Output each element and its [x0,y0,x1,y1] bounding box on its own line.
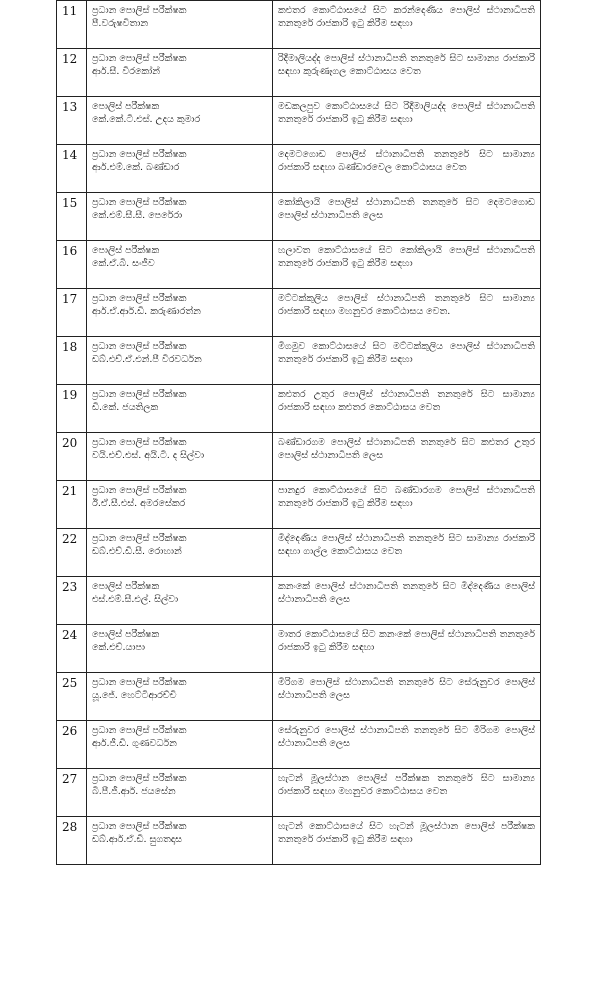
row-number: 27 [57,769,87,817]
officer-rank: ප්‍රධාන පොලිස් පරීක්ෂක [92,5,187,16]
row-number: 19 [57,385,87,433]
table-row [57,193,541,241]
officer-cell [87,49,273,97]
officer-rank: ප්‍රධාන පොලිස් පරීක්ෂක [92,389,187,400]
officer-name: ඩබ්.එච්.ඩී.සී. රොහාන් [92,546,182,557]
table-row [57,769,541,817]
transfer-description: මීරිගම පොලිස් ස්ථානාධිපති තනතුරේ සිට සේරුනුවර පොලිස් ස්ථානාධිපති ලෙස [273,673,541,721]
officer-cell [87,817,273,865]
officer-rank: ප්‍රධාන පොලිස් පරීක්ෂක [92,197,187,208]
row-number: 16 [57,241,87,289]
officer-rank: පොලිස් පරීක්ෂක [92,581,160,592]
row-number: 22 [57,529,87,577]
officer-cell [87,289,273,337]
officer-rank: ප්‍රධාන පොලිස් පරීක්ෂක [92,53,187,64]
table-row [57,337,541,385]
officer-name: කේ.එච්.යාපා [92,642,145,653]
officer-cell [87,769,273,817]
officer-cell [87,529,273,577]
officer-rank: ප්‍රධාන පොලිස් පරීක්ෂක [92,773,187,784]
table-row [57,625,541,673]
row-number: 11 [57,1,87,49]
table-row [57,433,541,481]
officer-rank: පොලිස් පරීක්ෂක [92,629,160,640]
transfer-table-body [57,1,541,865]
officer-rank: ප්‍රධාන පොලිස් පරීක්ෂක [92,485,187,496]
officer-cell [87,193,273,241]
officer-cell [87,241,273,289]
row-number: 17 [57,289,87,337]
officer-name: යූ.ජේ. හෙට්ටිආරච්චි [92,690,177,701]
officer-name: ඩබ්.එච්.ඒ.එන්.පී වීරවර්ධන [92,354,202,365]
table-row [57,1,541,49]
transfer-description: කෝකිලායි පොලිස් ස්ථානාධිපති තනතුරේ සිට දෙමටගොඩ පොලිස් ස්ථානාධිපති ලෙස [273,193,541,241]
table-row [57,481,541,529]
officer-cell [87,625,273,673]
officer-cell [87,721,273,769]
table-row [57,577,541,625]
officer-cell [87,145,273,193]
officer-cell [87,337,273,385]
table-row [57,721,541,769]
row-number: 21 [57,481,87,529]
transfer-description: පානදුර කොට්ඨාසයේ සිට බණ්ඩාරගම පොලිස් ස්ථානාධිපති තනතුරේ රාජකාරි ඉටු කිරීම සඳහා [273,481,541,529]
officer-name: ආර්.සී. වීරකෝන් [92,66,160,77]
officer-name: ආර්.එම්.කේ. බණ්ඩාර [92,162,180,173]
row-number: 24 [57,625,87,673]
transfer-description: බණ්ඩාරගම පොලිස් ස්ථානාධිපති තනතුරේ සිට කළුතර උතුර පොලිස් ස්ථානාධිපති ලෙස [273,433,541,481]
table-row [57,817,541,865]
officer-name: ආර්.ජී.ඩී. ගුණවර්ධන [92,738,177,749]
transfer-description: කළුතර උතුර පොලිස් ස්ථානාධිපති තනතුරේ සිට සාමාන්‍ය රාජකාරි සඳහා කළුතර කොට්ඨාසය වෙත [273,385,541,433]
officer-rank: ප්‍රධාන පොලිස් පරීක්ෂක [92,821,187,832]
row-number: 26 [57,721,87,769]
officer-cell [87,385,273,433]
row-number: 25 [57,673,87,721]
transfer-description: හලාවත කොට්ඨාසයේ සිට කෝකිලායි පොලිස් ස්ථානාධිපති තනතුරේ රාජකාරි ඉටු කිරීම සඳහා [273,241,541,289]
officer-name: කේ.එම්.සී.සී. පෙරේරා [92,210,183,221]
table-row [57,289,541,337]
transfer-description: මට්ටක්කුලිය පොලිස් ස්ථානාධිපති තනතුරේ සිට සාමාන්‍ය රාජකාරි සඳහා මහනුවර කොට්ඨාසය වෙත. [273,289,541,337]
officer-rank: පොලිස් පරීක්ෂක [92,245,160,256]
table-row [57,673,541,721]
transfer-description: සේරුනුවර පොලිස් ස්ථානාධිපති තනතුරේ සිට මීරිගම පොලිස් ස්ථානාධිපති ලෙස [273,721,541,769]
officer-rank: ප්‍රධාන පොලිස් පරීක්ෂක [92,725,187,736]
row-number: 18 [57,337,87,385]
officer-cell [87,673,273,721]
officer-cell [87,433,273,481]
officer-rank: පොලිස් පරීක්ෂක [92,101,160,112]
transfer-description: මඩකලපුව කොට්ඨාසයේ සිට රිදීමාලියද්ද පොලිස් ස්ථානාධිපති තනතුරේ රාජකාරි ඉටු කිරීම සඳහා [273,97,541,145]
transfer-description: දෙමටගොඩ පොලිස් ස්ථානාධිපති තනතුරේ සිට සාමාන්‍ය රාජකාරි සඳහා බණ්ඩාරවෙල කොට්ඨාසය වෙත [273,145,541,193]
row-number: 13 [57,97,87,145]
transfer-description: රිදීමාලියද්ද පොලිස් ස්ථානාධිපති තනතුරේ සිට සාමාන්‍ය රාජකාරි සඳහා කුරුණෑගල කොට්ඨාසය වෙත [273,49,541,97]
officer-rank: ප්‍රධාන පොලිස් පරීක්ෂක [92,677,187,688]
officer-cell [87,481,273,529]
officer-name: ආර්.ඒ.ආර්.ඩී. කරුණාරත්න [92,306,201,317]
transfer-description: කළුතර කොට්ඨාසයේ සිට කරන්දෙණිය පොලිස් ස්ථානාධිපති තනතුරේ රාජකාරි ඉටු කිරීම සඳහා [273,1,541,49]
officer-cell [87,577,273,625]
officer-cell [87,97,273,145]
transfer-description: හැටන් කොට්ඨාසයේ සිට හැටන් මූලස්ථාන පොලිස් පරීක්ෂක තනතුරේ රාජකාරි ඉටු කිරීම සඳහා [273,817,541,865]
table-row [57,241,541,289]
transfer-description: කනංකේ පොලිස් ස්ථානාධිපති තනතුරේ සිට මිද්දෙණිය පොලිස් ස්ථානාධිපති ලෙස [273,577,541,625]
officer-name: පී.වරුෂවිතාන [92,18,149,29]
row-number: 15 [57,193,87,241]
officer-name: කේ.කේ.ටී.එස්. උදය කුමාර [92,114,201,125]
officer-name: බී.පී.ජී.ආර්. ජයසේන [92,786,176,797]
officer-name: එස්.එම්.සී.එල්. සිල්වා [92,594,179,605]
officer-name: ඩබ්.ආර්.ඒ.ඩී. සුගතදාස [92,834,182,845]
transfer-description: මාතර කොට්ඨාසයේ සිට කනංකේ පොලිස් ස්ථානාධිපති තනතුරේ රාජකාරි ඉටු කිරීම සඳහා [273,625,541,673]
table-row [57,385,541,433]
officer-name: ඊ.ඒ.සී.එස්. අමරසේකර [92,498,186,509]
officer-name: ඩී.කේ. ජයතිලක [92,402,159,413]
row-number: 20 [57,433,87,481]
officer-rank: ප්‍රධාන පොලිස් පරීක්ෂක [92,149,187,160]
officer-rank: ප්‍රධාන පොලිස් පරීක්ෂක [92,533,187,544]
table-row [57,49,541,97]
table-row [57,97,541,145]
row-number: 14 [57,145,87,193]
transfer-description: මිද්දෙණිය පොලිස් ස්ථානාධිපති තනතුරේ සිට සාමාන්‍ය රාජකාරි සඳහා ගාල්ල කොට්ඨාසය වෙත [273,529,541,577]
officer-name: වයි.එච්.එස්. අයි.ටී. ද සිල්වා [92,450,205,461]
table-row [57,529,541,577]
row-number: 23 [57,577,87,625]
table-row [57,145,541,193]
transfer-description: මීගමුව කොට්ඨාසයේ සිට මට්ටක්කුලිය පොලිස් ස්ථානාධිපති තනතුරේ රාජකාරි ඉටු කිරීම සඳහා [273,337,541,385]
officer-cell [87,1,273,49]
officer-rank: ප්‍රධාන පොලිස් පරීක්ෂක [92,341,187,352]
officer-name: කේ.ඒ.බී. සංජීව [92,258,155,269]
row-number: 28 [57,817,87,865]
row-number: 12 [57,49,87,97]
transfer-table [56,0,541,865]
transfer-description: හැටන් මූලස්ථාන පොලිස් පරීක්ෂක තනතුරේ සිට සාමාන්‍ය රාජකාරි සඳහා මහනුවර කොට්ඨාසය වෙත [273,769,541,817]
officer-rank: ප්‍රධාන පොලිස් පරීක්ෂක [92,293,187,304]
officer-rank: ප්‍රධාන පොලිස් පරීක්ෂක [92,437,187,448]
